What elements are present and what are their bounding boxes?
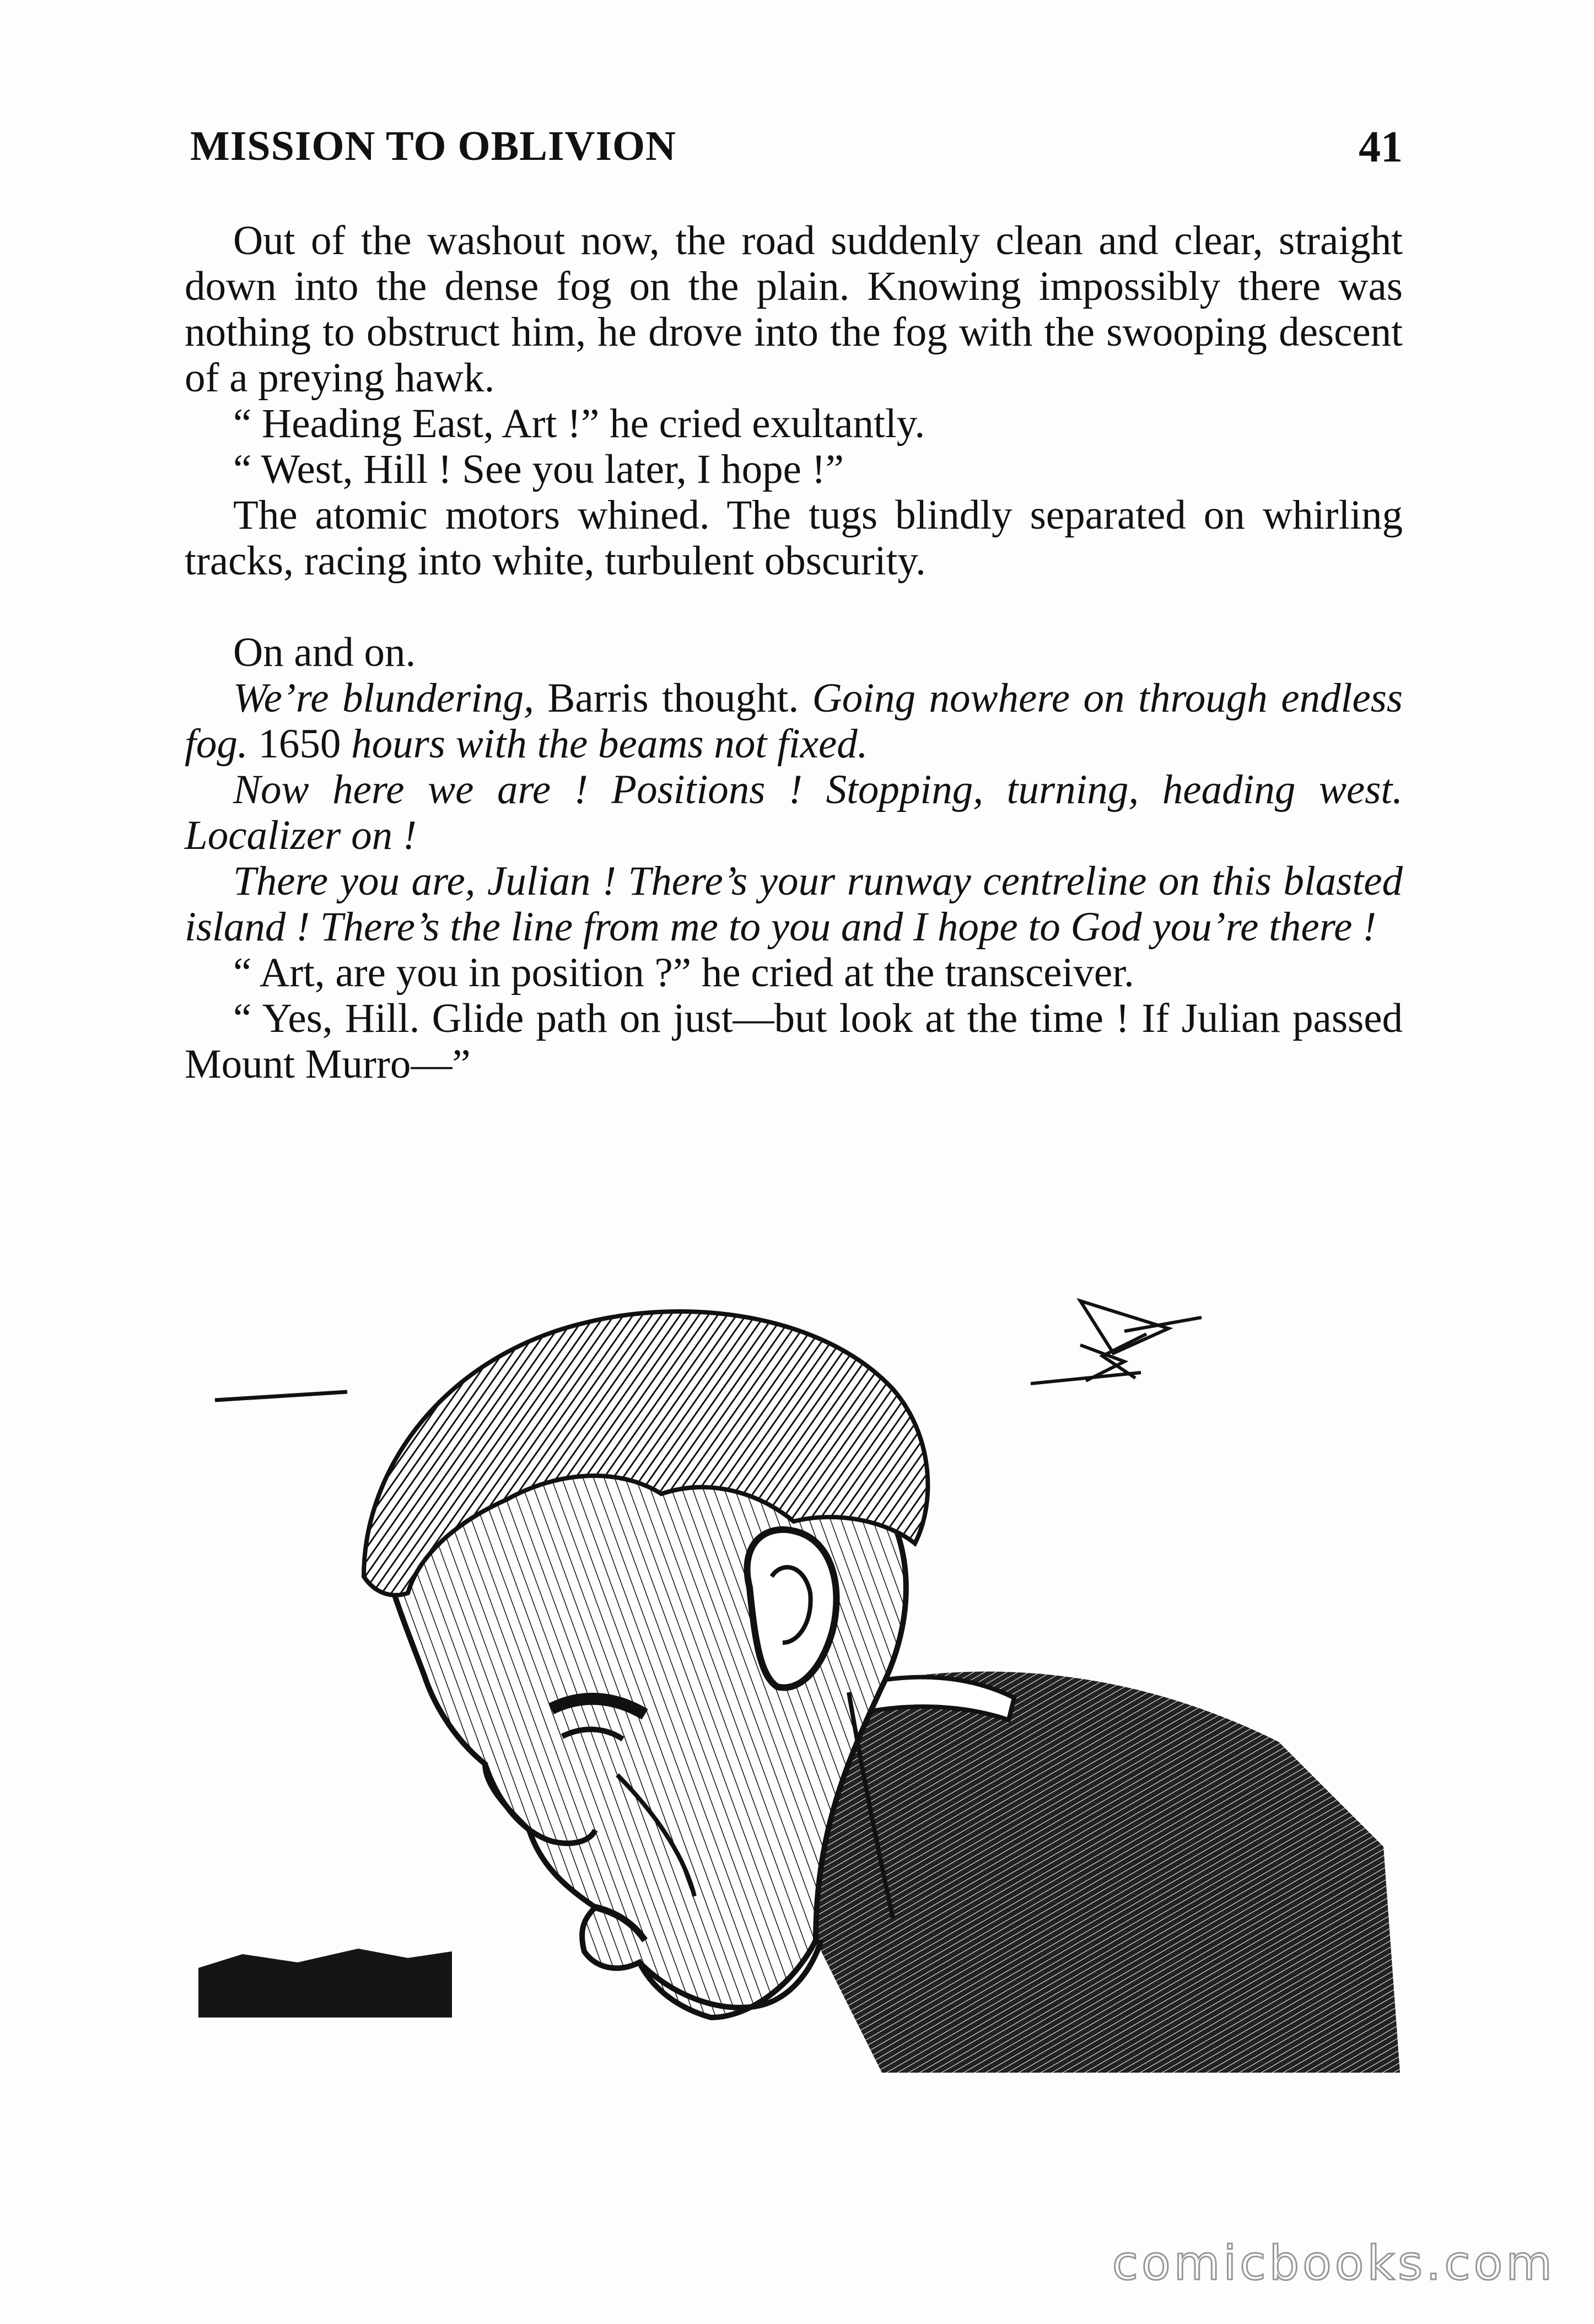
speed-line bbox=[1031, 1373, 1141, 1384]
watermark: comicbooks.com bbox=[1112, 2236, 1555, 2291]
speed-line bbox=[215, 1392, 347, 1400]
running-header bbox=[190, 122, 1403, 189]
roman-span: Barris thought. bbox=[534, 675, 812, 721]
jacket bbox=[812, 1671, 1401, 2073]
paragraph: The atomic motors whined. The tugs blindly separated on whirling tracks, racing into white, turbulent obscurity. bbox=[185, 492, 1403, 584]
paragraph-italic bbox=[185, 858, 1403, 950]
italic-span: hours with the beams not fixed. bbox=[351, 721, 868, 767]
italic-span: Now here we are ! Positions ! Stopping, turning, heading west. Localizer on ! bbox=[185, 767, 1403, 858]
italic-span: Going nowhere on through endless fog. bbox=[185, 675, 1403, 767]
italic-span: There you are, Julian ! There’s your runway centreline on this blasted island ! There’s the line from me to you and I hope to God you’re there ! bbox=[185, 858, 1403, 950]
paragraph: “ Heading East, Art !” he cried exultantly. bbox=[233, 401, 925, 446]
ground-band bbox=[198, 1949, 452, 2018]
story-text bbox=[185, 218, 1403, 1087]
paragraph: Out of the washout now, the road suddenly clean and clear, straight down into the dense fog on the plain. Knowing impossibly there was nothing to obstruct him, he drove into the fog with the swooping descent of a preying hawk. bbox=[185, 218, 1403, 401]
paragraph: On and on. bbox=[233, 630, 416, 675]
page-number: 41 bbox=[1359, 123, 1403, 171]
aircraft-arrow-icon bbox=[1080, 1301, 1202, 1381]
paragraph: “ Yes, Hill. Glide path on just—but look at the time ! If Julian passed Mount Murro—” bbox=[185, 996, 1403, 1087]
running-title: MISSION TO OBLIVION bbox=[190, 123, 677, 169]
man-profile-illustration bbox=[198, 1235, 1433, 2073]
roman-span: 1650 bbox=[247, 721, 352, 767]
paragraph-thought bbox=[185, 675, 1403, 767]
paragraph: “ Art, are you in position ?” he cried at the transceiver. bbox=[233, 950, 1134, 996]
paragraph: “ West, Hill ! See you later, I hope !” bbox=[233, 446, 844, 492]
italic-span: We’re blundering, bbox=[233, 675, 534, 721]
paragraph-italic bbox=[185, 767, 1403, 858]
